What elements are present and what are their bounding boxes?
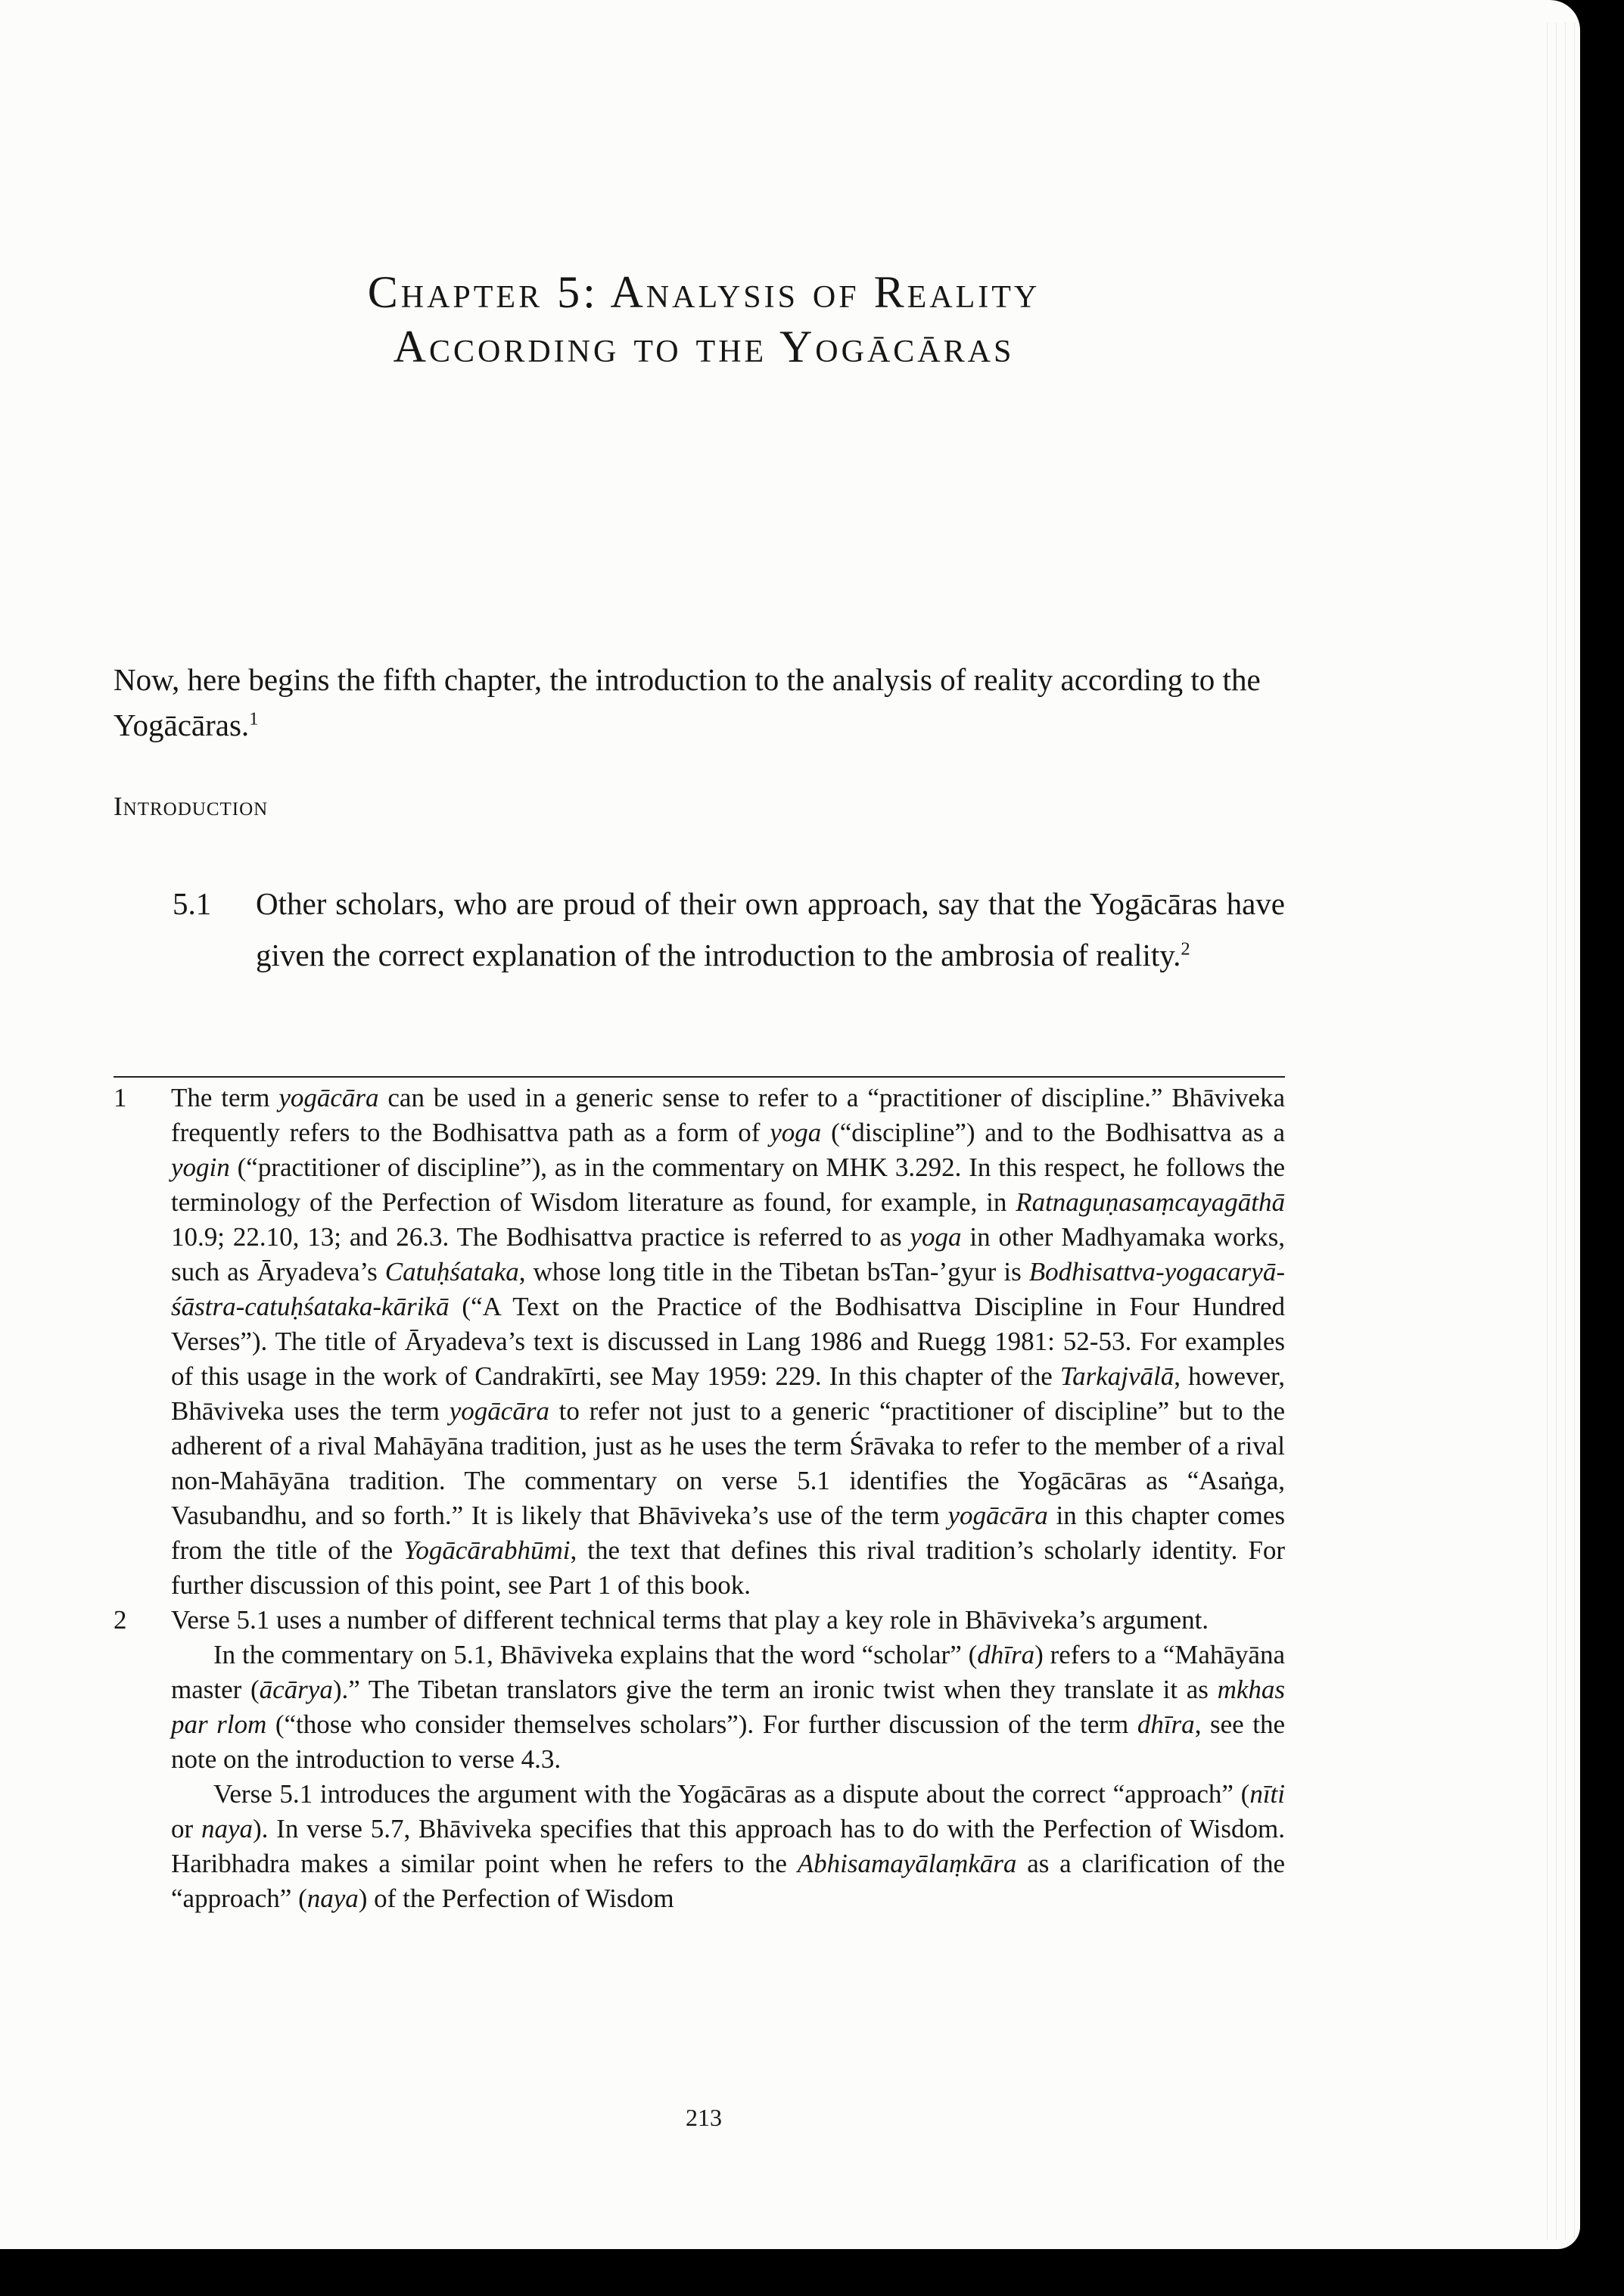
text-run: (“A Text on the Practice of the Bodhisattva Discipline in Four Hundred Verses”). The title of Āryadeva’s text is discussed in Lang 1986 and Ruegg 1981: 52-53. For examples of this usage in the work of Candrakīrti, see May 1959: 229. In this chapter of the bbox=[171, 1292, 1285, 1391]
footnote-1-text bbox=[171, 1081, 1285, 1603]
text-run: (“discipline”) and to the Bodhisattva as a bbox=[821, 1118, 1285, 1147]
verse-number: 5.1 bbox=[173, 886, 212, 921]
italic-term: Yogācārabhūmi bbox=[403, 1535, 571, 1565]
page-edge-shading bbox=[1542, 23, 1580, 2240]
verse-body: Other scholars, who are proud of their own approach, say that the Yogācāras have given the correct explanation of the introduction to the ambrosia of reality. bbox=[256, 886, 1285, 972]
text-run: (“those who consider themselves scholars”). For further discussion of the term bbox=[266, 1710, 1137, 1739]
chapter-title-line-2: According to the Yogācāras bbox=[393, 322, 1015, 372]
italic-term: naya bbox=[201, 1814, 253, 1843]
text-run: , whose long title in the Tibetan bsTan-’gyur is bbox=[518, 1257, 1029, 1286]
italic-term: Ratnaguṇasaṃcayagāthā bbox=[1016, 1187, 1285, 1217]
text-run: 10.9; 22.10, 13; and 26.3. The Bodhisattva practice is referred to as bbox=[171, 1222, 910, 1252]
text-run: as a clarification of the “approach” ( bbox=[171, 1849, 1285, 1913]
text-run: to refer not just to a generic “practitioner of discipline” but to the adherent of a rival Mahāyāna tradition, just as he uses the term Śrāvaka to refer to the member of a rival non-Mahāyāna tradition. The commentary on verse 5.1 identifies the Yogācāras as “Asaṅga, Vasubandhu, and so forth.” It is likely that Bhāviveka’s use of the term bbox=[171, 1396, 1285, 1530]
footnote-number: 2 bbox=[114, 1605, 127, 1635]
footnote-2 bbox=[114, 1603, 1285, 1916]
chapter-title-line-1: Chapter 5: Analysis of Reality bbox=[367, 267, 1041, 317]
text-run: , see the note on the introduction to verse 4.3. bbox=[171, 1710, 1286, 1774]
italic-term: dhīra bbox=[1137, 1710, 1195, 1739]
text-run: In the commentary on 5.1, Bhāviveka explains that the word “scholar” ( bbox=[213, 1640, 978, 1669]
text-run: ) of the Perfection of Wisdom bbox=[358, 1884, 674, 1913]
text-run: Verse 5.1 introduces the argument with the Yogācāras as a dispute about the correct “approach” ( bbox=[213, 1779, 1250, 1809]
italic-term: ācārya bbox=[259, 1675, 333, 1704]
italic-term: yoga bbox=[770, 1118, 822, 1147]
text-run: can be used in a generic sense to refer to a “practitioner of discipline.” Bhāviveka frequently refers to the Bodhisattva path as a form of bbox=[171, 1083, 1286, 1147]
footnote-ref-1: 1 bbox=[249, 708, 259, 730]
verse-block bbox=[173, 878, 1285, 981]
text-run: in this chapter comes from the title of the bbox=[171, 1501, 1285, 1565]
footnote-divider bbox=[114, 1076, 1285, 1078]
text-run: ) refers to a “Mahāyāna master ( bbox=[171, 1640, 1285, 1704]
italic-term: yoga bbox=[910, 1222, 962, 1252]
footnote-2-para-1: Verse 5.1 uses a number of different technical terms that play a key role in Bhāviveka’s argument. bbox=[171, 1605, 1209, 1635]
text-run: in other Madhyamaka works, such as Āryadeva’s bbox=[171, 1222, 1285, 1286]
italic-term: yogācāra bbox=[947, 1501, 1048, 1530]
italic-term: mkhas par rlom bbox=[171, 1675, 1286, 1739]
chapter-title bbox=[0, 265, 1408, 374]
footnote-1 bbox=[114, 1081, 1285, 1603]
footnote-ref-2: 2 bbox=[1181, 938, 1190, 960]
italic-term: Tarkajvālā bbox=[1059, 1361, 1174, 1391]
text-run: ).” The Tibetan translators give the term an ironic twist when they translate it as bbox=[332, 1675, 1218, 1704]
intro-paragraph bbox=[114, 657, 1279, 748]
footnote-2-para-2 bbox=[171, 1638, 1285, 1777]
italic-term: yogin bbox=[171, 1153, 230, 1182]
footnotes bbox=[114, 1081, 1285, 1916]
italic-term: nīti bbox=[1249, 1779, 1285, 1809]
text-run: , however, Bhāviveka uses the term bbox=[171, 1361, 1285, 1426]
text-run: The term bbox=[171, 1083, 279, 1112]
verse-text bbox=[256, 878, 1285, 981]
text-run: , the text that defines this rival tradition’s scholarly identity. For further discussion of this point, see Part 1 of this book. bbox=[171, 1535, 1285, 1600]
italic-term: Abhisamayālaṃkāra bbox=[797, 1849, 1017, 1878]
intro-text: Now, here begins the fifth chapter, the introduction to the analysis of reality according to the Yogācāras. bbox=[114, 662, 1261, 742]
text-run: ). In verse 5.7, Bhāviveka specifies that this approach has to do with the Perfection of Wisdom. Haribhadra makes a similar point when he refers to the bbox=[171, 1814, 1285, 1878]
text-run: or bbox=[171, 1814, 201, 1843]
italic-term: Bodhisattva-yogacaryā-śāstra-catuḥśataka-kārikā bbox=[171, 1257, 1285, 1321]
italic-term: yogācāra bbox=[278, 1083, 379, 1112]
italic-term: dhīra bbox=[977, 1640, 1035, 1669]
italic-term: Catuḥśataka bbox=[384, 1257, 519, 1286]
page-number: 213 bbox=[686, 2104, 722, 2131]
section-heading: Introduction bbox=[114, 792, 269, 821]
italic-term: yogācāra bbox=[449, 1396, 549, 1426]
italic-term: naya bbox=[306, 1884, 359, 1913]
text-run: (“practitioner of discipline”), as in the commentary on MHK 3.292. In this respect, he follows the terminology of the Perfection of Wisdom literature as found, for example, in bbox=[171, 1153, 1285, 1217]
footnote-2-para-3 bbox=[114, 1777, 1285, 1916]
footnote-number: 1 bbox=[114, 1083, 127, 1112]
